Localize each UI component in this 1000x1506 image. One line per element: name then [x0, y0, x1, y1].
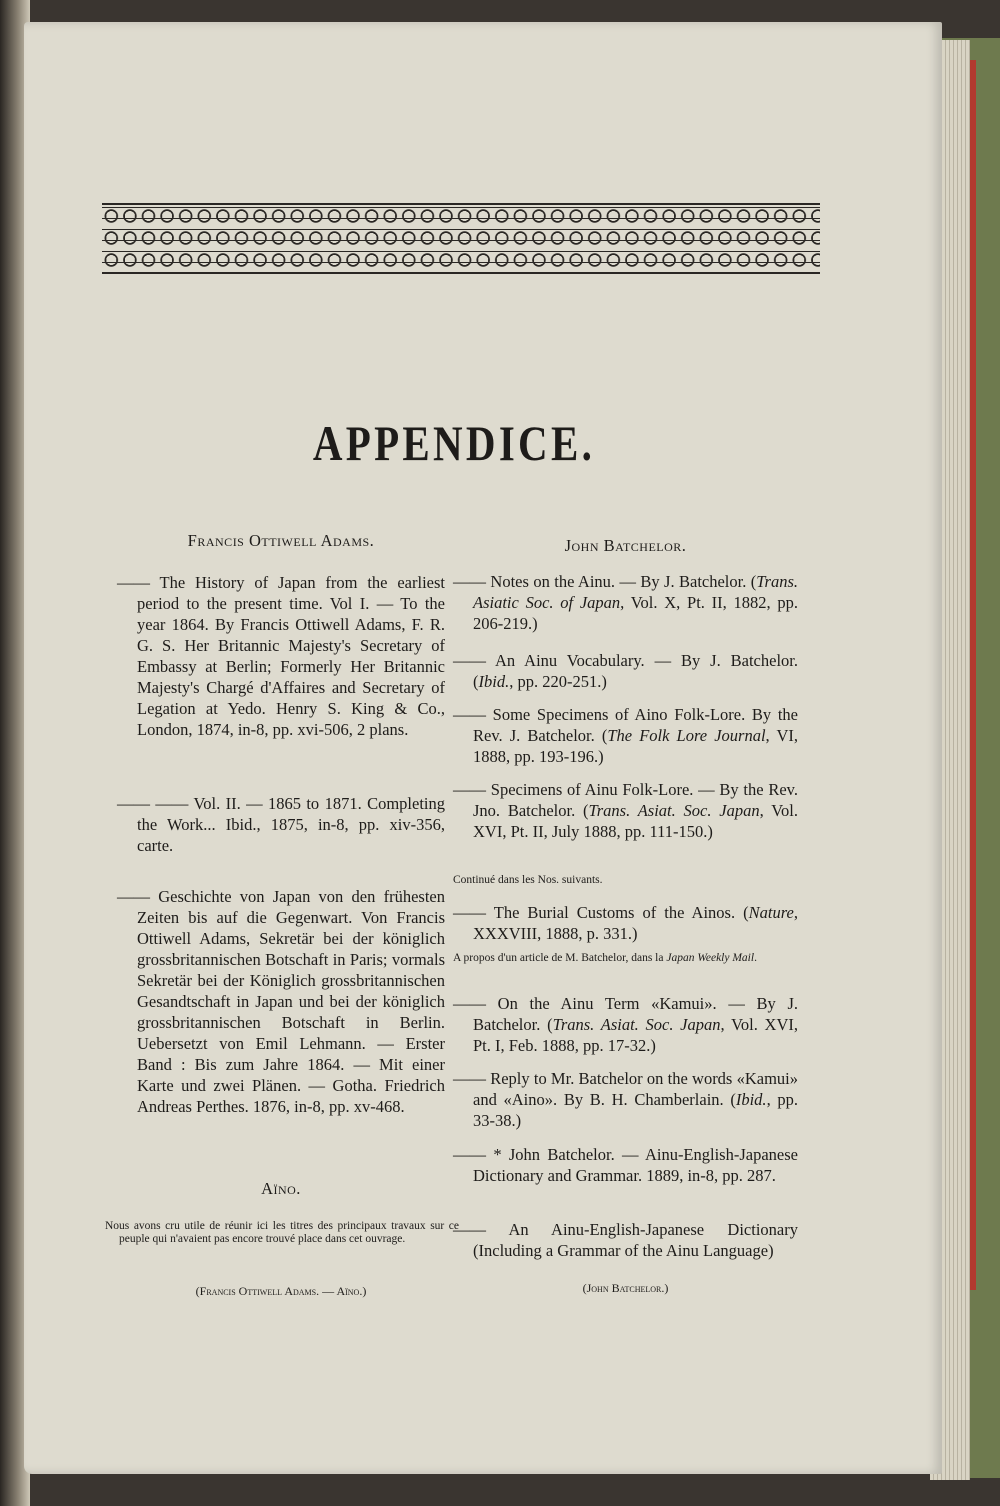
- bib-entry: [453, 1144, 798, 1186]
- text-segment: —— Specimens of Ainu Folk-Lore. — By the Rev. Jno. Batchelor. (: [453, 780, 798, 820]
- bib-entry: [453, 993, 798, 1056]
- text-segment: —— An Ainu Vocabulary. — By J. Batchelor. (: [453, 651, 798, 691]
- italic-citation: Trans. Asiat. Soc. Japan: [588, 801, 760, 820]
- bib-entry: [453, 704, 798, 767]
- text-segment: , pp. 220-251.): [509, 672, 607, 691]
- text-segment: , VI, 1888, pp. 193-196.): [473, 726, 798, 766]
- text-segment: , Vol. XVI, Pt. II, July 1888, pp. 111-150.): [473, 801, 798, 841]
- text-segment: —— Notes on the Ainu. — By J. Batchelor. (: [453, 572, 757, 591]
- text-segment: —— —— Vol. II. — 1865 to 1871. Completing the Work... Ibid., 1875, in-8, pp. xiv-356, carte.: [117, 794, 445, 855]
- bib-entry: [453, 571, 798, 634]
- italic-citation: Ibid.: [478, 672, 510, 691]
- text-segment: —— Geschichte von Japan von den frühesten Zeiten bis auf die Gegenwart. Von Francis Ottiwell Adams, Sekretär bei der königlich grossbritannischen Botschaft in Paris; vormals Sekretär bei der Königlich grossbritannischen Gesandtschaft in Japan und bei der königlich grossbritannischen Botschaft in Berlin. Uebersetzt von Emil Lehmann. — Erster Band : Bis zum Jahre 1864. — Mit einer Karte und zwei Plänen. — Gotha. Friedrich Andreas Perthes. 1876, in-8, pp. xv-468.: [117, 887, 445, 1116]
- text-segment: —— Some Specimens of Aino Folk-Lore. By the Rev. J. Batchelor. (: [453, 705, 798, 745]
- right-column: [453, 22, 798, 1422]
- text-segment: , XXXVIII, 1888, p. 331.): [473, 903, 798, 943]
- text-segment: —— Reply to Mr. Batchelor on the words «Kamui» and «Aino». By B. H. Chamberlain. (: [453, 1069, 798, 1109]
- text-segment: —— * John Batchelor. — Ainu-English-Japanese Dictionary and Grammar. 1889, in-8, pp. 287.: [453, 1145, 798, 1185]
- bib-note: [453, 874, 798, 887]
- text-segment: A propos d'un article de M. Batchelor, dans la: [453, 952, 667, 964]
- running-footer-left: (Francis Ottiwell Adams. — Aïno.): [195, 1284, 367, 1298]
- bib-entry: [117, 793, 445, 856]
- bib-note: [453, 952, 812, 965]
- bib-entry: [453, 1068, 798, 1131]
- running-footer-right: (John Batchelor.): [582, 1281, 669, 1295]
- bib-entry: [117, 886, 445, 1117]
- book-page: [24, 22, 942, 1474]
- italic-citation: Japan Weekly Mail: [666, 952, 755, 964]
- page-title: APPENDICE.: [312, 415, 596, 471]
- text-segment: , pp. 33-38.): [473, 1090, 798, 1130]
- bib-entry: [117, 572, 445, 740]
- text-segment: .: [754, 952, 757, 964]
- italic-citation: The Folk Lore Journal: [607, 726, 766, 745]
- author-heading-batchelor: John Batchelor.: [564, 536, 687, 555]
- text-segment: , Vol. X, Pt. II, 1882, pp. 206-219.): [473, 593, 798, 633]
- section-heading-aino: Aïno.: [261, 1179, 301, 1198]
- text-segment: —— An Ainu-English-Japanese Dictionary (Including a Grammar of the Ainu Language): [453, 1220, 798, 1260]
- italic-citation: Ibid.: [735, 1090, 767, 1109]
- text-segment: —— On the Ainu Term «Kamui». — By J. Batchelor. (: [453, 994, 798, 1034]
- bib-entry: [453, 779, 798, 842]
- section-note: Nous avons cru utile de réunir ici les titres des principaux travaux sur ce peuple qui n'avaient pas encore trouvé place dans cet ouvrage.: [105, 1220, 459, 1245]
- bib-entry: [453, 902, 798, 944]
- italic-citation: Trans. Asiatic Soc. of Japan: [473, 572, 798, 612]
- text-segment: , Vol. XVI, Pt. I, Feb. 1888, pp. 17-32.): [473, 1015, 798, 1055]
- text-segment: —— The History of Japan from the earliest period to the present time. Vol I. — To the year 1864. By Francis Ottiwell Adams, F. R. G. S. Her Britannic Majesty's Secretary of Embassy at Berlin; Formerly Her Britannic Majesty's Chargé d'Affaires and Secretary of Legation at Yedo. Henry S. King & Co., London, 1874, in-8, pp. xvi-506, 2 plans.: [117, 573, 445, 739]
- bib-entry: [453, 650, 798, 692]
- italic-citation: Nature: [748, 903, 794, 922]
- text-segment: —— The Burial Customs of the Ainos. (: [453, 903, 749, 922]
- text-segment: Continué dans les Nos. suivants.: [453, 874, 603, 886]
- author-heading-adams: Francis Ottiwell Adams.: [187, 531, 375, 550]
- bib-entry: [453, 1219, 798, 1261]
- italic-citation: Trans. Asiat. Soc. Japan: [552, 1015, 721, 1034]
